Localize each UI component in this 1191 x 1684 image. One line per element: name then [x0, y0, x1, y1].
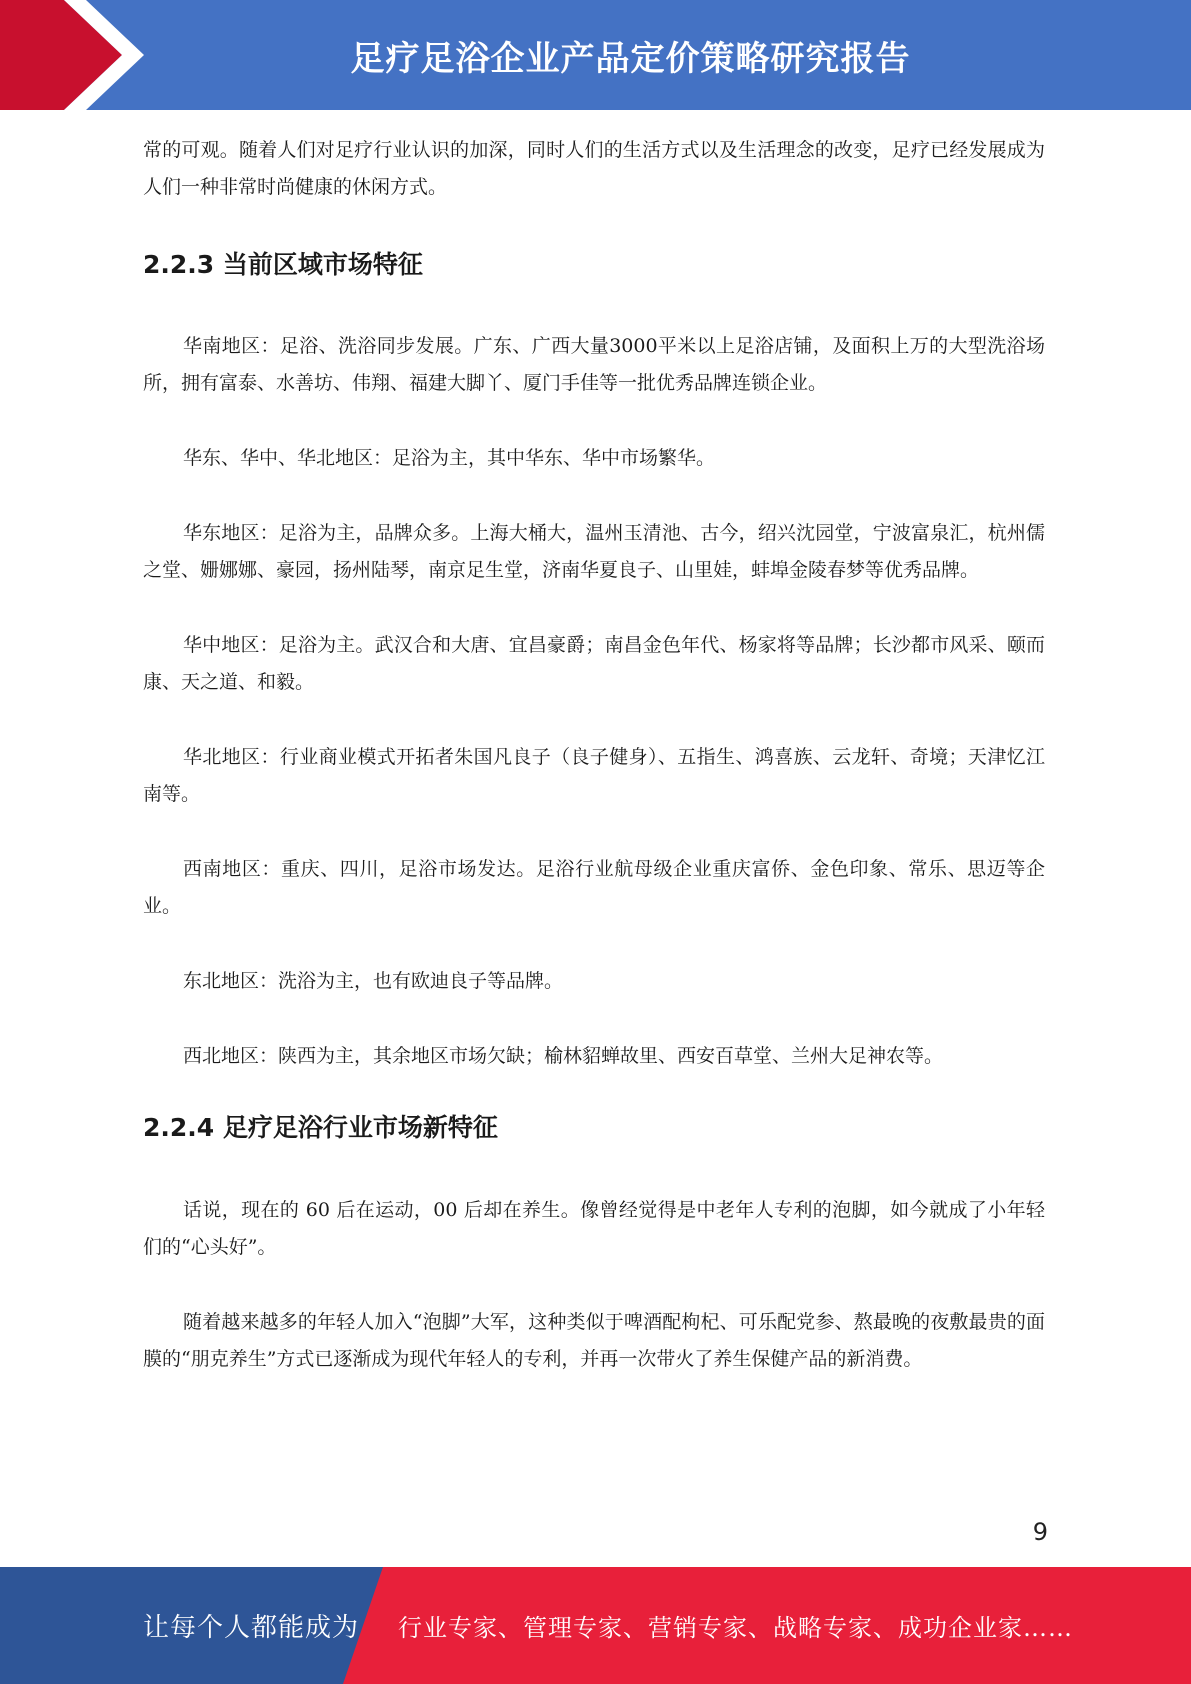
paragraph-south-china: 华南地区：足浴、洗浴同步发展。广东、广西大量3000平米以上足浴店铺，及面积上万的大型洗浴场所，拥有富泰、水善坊、伟翔、福建大脚丫、厦门手佳等一批优秀品牌连锁企业。 [143, 335, 1045, 394]
paragraph-southwest: 西南地区：重庆、四川，足浴市场发达。足浴行业航母级企业重庆富侨、金色印象、常乐、思迈等企业。 [143, 858, 1045, 917]
report-title: 足疗足浴企业产品定价策略研究报告 [350, 38, 911, 79]
paragraph-east-china: 华东地区：足浴为主，品牌众多。上海大桶大，温州玉清池、古今，绍兴沈园堂，宁波富泉汇，杭州儒之堂、姗娜娜、豪园，扬州陆琴，南京足生堂，济南华夏良子、山里娃，蚌埠金陵春梦等优秀品牌。 [143, 522, 1045, 581]
footer-slogan-right: 行业专家、管理专家、营销专家、战略专家、成功企业家…… [398, 1614, 1073, 1642]
paragraph-punk-wellness: 随着越来越多的年轻人加入“泡脚”大军，这种类似于啤酒配枸杞、可乐配党参、熬最晚的夜敷最贵的面膜的“朋克养生”方式已逐渐成为现代年轻人的专利，并再一次带火了养生保健产品的新消费。 [143, 1311, 1045, 1370]
page-number: 9 [1032, 1518, 1048, 1546]
paragraph-northwest: 西北地区：陕西为主，其余地区市场欠缺；榆林貂蝉故里、西安百草堂、兰州大足神农等。 [183, 1045, 944, 1067]
intro-paragraph: 常的可观。随着人们对足疗行业认识的加深，同时人们的生活方式以及生活理念的改变，足疗已经发展成为人们一种非常时尚健康的休闲方式。 [143, 139, 1045, 198]
paragraph-east-central-north: 华东、华中、华北地区：足浴为主，其中华东、华中市场繁华。 [183, 447, 716, 469]
section-heading-2-2-4: 2.2.4 足疗足浴行业市场新特征 [143, 1113, 498, 1142]
document-body [143, 132, 1045, 1378]
page-header [0, 0, 1191, 110]
header-chevron-icon [0, 0, 150, 110]
paragraph-north-china: 华北地区：行业商业模式开拓者朱国凡良子（良子健身）、五指生、鸿喜族、云龙轩、奇境；天津忆江南等。 [143, 746, 1045, 805]
paragraph-northeast: 东北地区：洗浴为主，也有欧迪良子等品牌。 [183, 970, 564, 992]
section-heading-2-2-3: 2.2.3 当前区域市场特征 [143, 250, 423, 279]
page-footer [0, 1567, 1191, 1684]
paragraph-youth-trend: 话说，现在的 60 后在运动，00 后却在养生。像曾经觉得是中老年人专利的泡脚，如今就成了小年轻们的“心头好”。 [143, 1199, 1045, 1258]
paragraph-central-china: 华中地区：足浴为主。武汉合和大唐、宜昌豪爵；南昌金色年代、杨家将等品牌；长沙都市风采、颐而康、天之道、和毅。 [143, 634, 1045, 693]
footer-slogan-left: 让每个人都能成为 [143, 1613, 360, 1643]
